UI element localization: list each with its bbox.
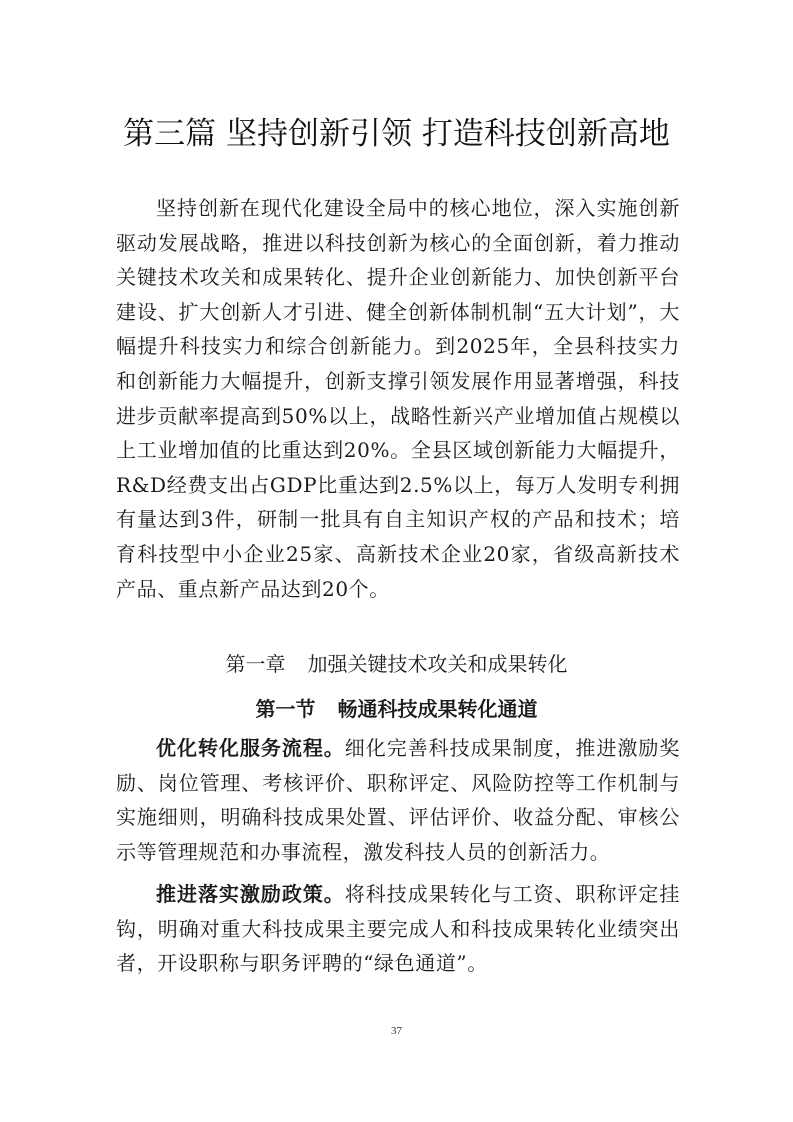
paragraph-lead: 推进落实激励政策。: [156, 882, 345, 906]
chapter-number: 第一章: [225, 652, 286, 676]
paragraph: [116, 731, 680, 869]
chapter-heading: [0, 649, 793, 679]
page-number: 37: [391, 1025, 402, 1037]
chapter-title: 加强关键技术攻关和成果转化: [307, 652, 568, 676]
paragraph-text: 将科技成果转化与工资、职称评定挂钩，明确对重大科技成果主要完成人和科技成果转化业绩突出者，开设职称与职务评聘的“绿色通道”。: [116, 882, 680, 976]
section-heading: [0, 694, 793, 724]
paragraph-block: [116, 731, 680, 869]
paragraph-lead: 优化转化服务流程。: [156, 736, 345, 760]
paragraph: [116, 877, 680, 981]
paragraph-block: [116, 877, 680, 981]
paragraph-text: 细化完善科技成果制度，推进激励奖励、岗位管理、考核评价、职称评定、风险防控等工作机制与实施细则，明确科技成果处置、评估评价、收益分配、审核公示等管理规范和办事流程，激发科技人员的创新活力。: [116, 736, 680, 864]
section-number: 第一节: [255, 697, 316, 721]
intro-paragraph: 坚持创新在现代化建设全局中的核心地位，深入实施创新驱动发展战略，推进以科技创新为核心的全面创新，着力推动关键技术攻关和成果转化、提升企业创新能力、加快创新平台建设、扩大创新人才引进、健全创新体制机制“五大计划”，大幅提升科技实力和综合创新能力。到2025年，全县科技实力和创新能力大幅提升，创新支撑引领发展作用显著增强，科技进步贡献率提高到50%以上，战略性新兴产业增加值占规模以上工业增加值的比重达到20%。全县区域创新能力大幅提升，R&D经费支出占GDP比重达到2.5%以上，每万人发明专利拥有量达到3件，研制一批具有自主知识产权的产品和技术；培育科技型中小企业25家、高新技术企业20家，省级高新技术产品、重点新产品达到20个。: [116, 196, 680, 601]
intro-paragraph-block: [116, 191, 680, 606]
page-title: 第三篇 坚持创新引领 打造科技创新高地: [123, 116, 670, 152]
section-title: 畅通科技成果转化通道: [337, 697, 538, 721]
